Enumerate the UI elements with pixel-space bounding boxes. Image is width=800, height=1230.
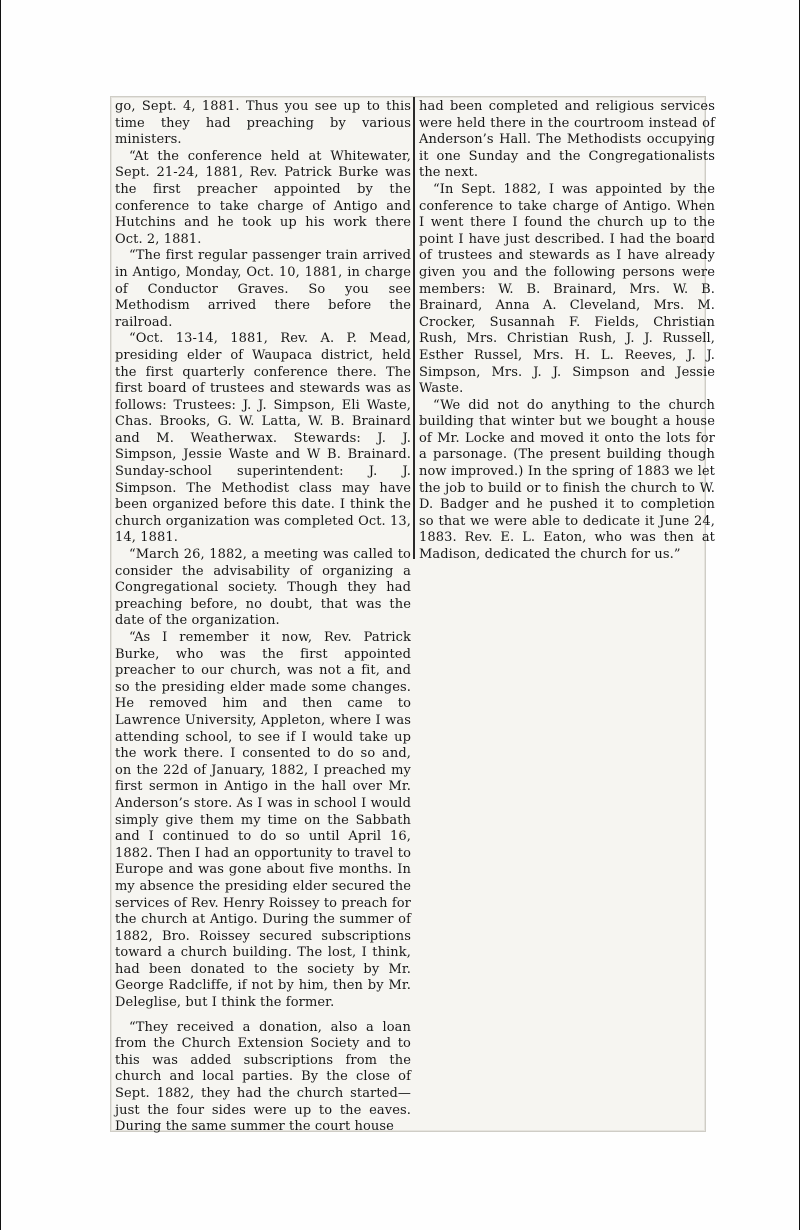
column-rule — [413, 97, 415, 559]
paragraph: “We did not do anything to the church building that winter but we bought a house of Mr. Locke and moved it onto the lots for a parsonage. (The present building though now improved.) In the spring of 1883 we let the job to build or to finish the church to W. D. Badger and he pushed it to completion so that we were able to dedicate it June 24, 1883. Rev. E. L. Eaton, who was then at Madison, dedicated the church for us.” — [419, 397, 715, 563]
paragraph: “Oct. 13-14, 1881, Rev. A. P. Mead, presiding elder of Waupaca district, held the first quarterly conference there. The first board of trustees and stewards was as follows: Trustees: J. J. Simpson, Eli Waste, Chas. Brooks, G. W. Latta, W. B. Brainard and M. Weatherwax. Stewards: J. J. Simpson, Jessie Waste and W B. Brainard. Sunday-school superintendent: J. J. Simpson. The Methodist class may have been organized before this date. I think the church organization was completed Oct. 13, 14, 1881. — [115, 331, 411, 546]
newspaper-clipping — [110, 96, 715, 1135]
paragraph: “At the conference held at Whitewater, Sept. 21-24, 1881, Rev. Patrick Burke was the first preacher appointed by the conference to take charge of Antigo and Hutchins and he took up his work there Oct. 2, 1881. — [115, 148, 411, 247]
right-column — [419, 99, 715, 564]
left-scan-edge — [0, 0, 1, 1230]
paragraph: had been completed and religious services were held there in the courtroom instead of Anderson’s Hall. The Methodists occupying it one Sunday and the Congregationalists the next. — [419, 99, 715, 181]
paragraph: “In Sept. 1882, I was appointed by the conference to take charge of Antigo. When I went there I found the church up to the point I have just described. I had the board of trustees and stewards as I have already given you and the following persons were members: W. B. Brainard, Mrs. W. B. Brainard, Anna A. Cleveland, Mrs. M. Crocker, Susannah F. Fields, Christian Rush, Mrs. Christian Rush, J. J. Russell, Esther Russel, Mrs. H. L. Reeves, J. J. Simpson, Mrs. J. J. Simpson and Jessie Waste. — [419, 181, 715, 397]
paragraph: go, Sept. 4, 1881. Thus you see up to this time they had preaching by various ministers. — [115, 99, 411, 148]
paragraph: “They received a donation, also a loan from the Church Extension Society and to this was added subscriptions from the church and local parties. By the close of Sept. 1882, they had the church started—just the four sides were up to the eaves. During the same summer the court house — [115, 1019, 411, 1135]
paragraph: “March 26, 1882, a meeting was called to consider the advisability of organizing a Congregational society. Though they had preaching before, no doubt, that was the date of the organization. — [115, 547, 411, 629]
paragraph: “As I remember it now, Rev. Patrick Burke, who was the first appointed preacher to our church, was not a fit, and so the presiding elder made some changes. He removed him and then came to Lawrence University, Appleton, where I was attending school, to see if I would take up the work there. I consented to do so and, on the 22d of January, 1882, I preached my first sermon in Antigo in the hall over Mr. Anderson’s store. As I was in school I would simply give them my time on the Sabbath and I continued to do so until April 16, 1882. Then I had an opportunity to travel to Europe and was gone about five months. In my absence the presiding elder secured the services of Rev. Henry Roissey to preach for the church at Antigo. During the summer of 1882, Bro. Roissey secured subscriptions toward a church building. The lost, I think, had been donated to the society by Mr. George Radcliffe, if not by him, then by Mr. Deleglise, but I think the former. — [115, 630, 411, 1011]
paragraph: “The first regular passenger train arrived in Antigo, Monday, Oct. 10, 1881, in charge of Conductor Graves. So you see Methodism arrived there before the railroad. — [115, 248, 411, 330]
left-column — [115, 99, 411, 1136]
